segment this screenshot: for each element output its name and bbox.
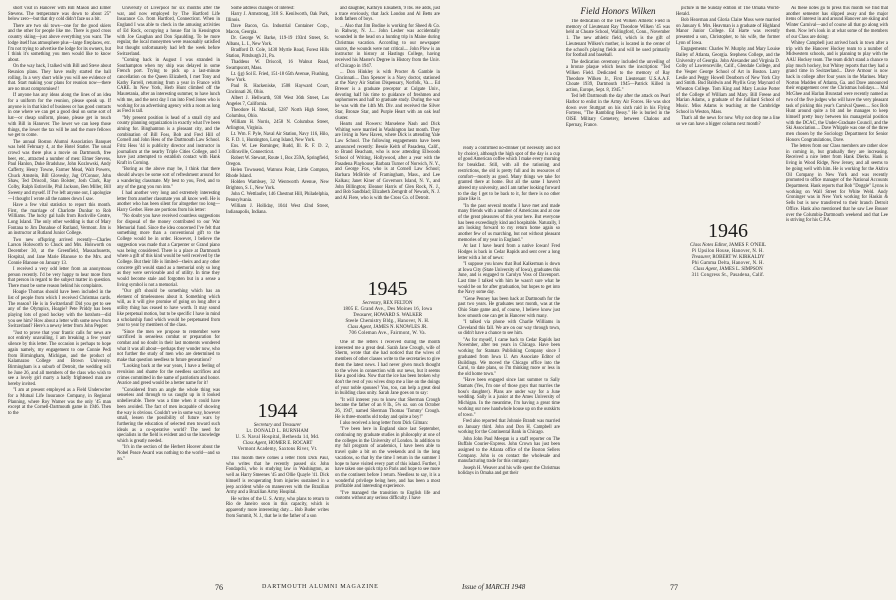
paragraph: On the way back, I talked with Bill and Steve about Reunion plans. They have really started the ball rolling. In a very short while you will see evidence of that. Start making your plans for reunion now—there are no must compromises!! [8,64,111,93]
paragraph: Theodore H. Mackall, 5287 North High Street, Columbus, Ohio. [226,108,329,119]
class-year-heading-1945: 1945 [367,278,408,300]
article-body [566,19,670,151]
paragraph: "Have been engaged since last summer to Sally Stamats (Yes, I'm one of those guys that marries the boss's daughter). Plans are under way for a June wedding. Sally is a junior at the Ames University of Michigan. In the meantime, I'm having a great time working our new handwhole house up on the outskirts of town." [458,378,560,418]
class-1946-notes-name: JAMES F. O'NEIL [728,243,766,248]
paragraph: "Just to prove that your frantic calls for news are not entirely unavailing, I am breaking a few years' silence by this letter. The occasion is perhaps to hope again namely, my engagement to one Connie Pedi from Birmingham, Michigan, and the product of Kalamazoo College and Brown University. Birmingham is a suburb of Detroit, the wedding will be June 26, and all members of the class who wish to see a lovely girl marry a badly frightened man are hereby invited. [8,330,111,388]
paragraph: There are two ski tows—one for the good skiers and the other for people like me. There is good cross country skiing—just above everything you want. The lodge itself has atmosphere plus—large fireplaces, etc. I'm not trying to advertise the lodge for its owners, but I think it's something you men would like to know about. [8,23,111,63]
class-1945-notes-end [676,6,780,218]
paragraph: Hoagie Thomas should have been included in the list of people from which I received Christmas cards. The reason? He is in Switzerland! Did you get to see any of the Olympics, Hoagie? Pete Priddy has been playing lots of good hockey with the hotshots—did you see him? How about a letter with some news from Switzerland? Here's a newsy letter from John Pepper: [8,290,111,330]
paragraph: Lt. Wm. F. Pyle, Naval Air Station, Navy 116, Hilo, R. F. D. 1, Huntington, Long Island, New York. [226,132,329,143]
paragraph: "As for myself, I came back to Cedar Rapids last November, after ten years in Chicago. Have been working for Stamats Publishing Company since I graduated from Iowa U. Am Associate Editor of Buildings. We moved the Chicago office into the Carol, to date plans, so I'm thinking more or less in the old home town." [458,337,560,377]
paragraph: William H. Norris, 2458 N. Columbus Street, Arlington, Virginia. [226,120,329,131]
left-column-4 [335,6,440,584]
paragraph: "I suppose you know that Bud Kalkerman is down at Iowa City (State University of Iowa), graduates this June, and is engaged to Carolyn Voss of Davenport. Last time I talked with him he wasn't sure what he would be on for after graduation, but hopes to get into the Navy some day. [458,261,560,296]
paragraph: and daughter, Kathryn Elisabeth, 9 lbs. He adds, just a trace enviously, that Jack London and Al Betts are both fathers of boys. [335,6,440,23]
paragraph: "Considered from an angle the whole thing was senseless and through to us caught up in it looked unbelievable. There was a time when it could have been avoided. The fact of men incapable of showing the way is obvious. Couldn't we in some way, however small, lessen the possibility of future wars by furthering the education of selected men toward such ideals as a co-operative world? The need for specialists in the field is evident and so the knowledge which is greatly needed. [117,387,220,445]
class-1944-notes [226,456,329,564]
right-page [448,0,896,600]
class-1946-treasurer-address: Phi Gamma Delta, Hanover, N. H. [691,261,765,266]
magazine-masthead: DARTMOUTH ALUMNI MAGAZINE [262,584,379,590]
class-1945-treasurer-role: Treasurer, [353,313,373,318]
paragraph: Have a few vital statistics to report this month. First, the marriage of Charlotte Dunbar to Rob Williams. The lucky gal hails from Rockville Centre, Long Island. The only other wedding is that of Mary Fontana to Jim Donahue of Rutland, Vermont. Jim is an instructor at Rutland Junior College. [8,202,111,237]
paragraph: Fred also reported that Johnnie Brandt was married on January third. John and Don H. Campbell are working for the Continental Bank in Chicago. [458,418,560,436]
paragraph: Whitey Campbell just arrived back in town after a trip with the Hanover Hockey team to a number of Midwestern schools, and is planning to play with the AAU Hockey team. The team didn't stand a chance to play much hockey, but Whitey reports that they had a grand time in Switzerland... Dave Armour is now back in college after four years in the Marines. Mary Norton Madden of Atlanta, Ga. and Dave announced their engagement over the Christmas holidays.... Mal McGhee and Harlan Brunstad were recently named as two of the five judges who will have the very pleasant task of picking this year's Carnival Queen.... Sox Bob Hunt around quite a bit and he manages to keep himself pretty busy between his managerial position with the DCAC, the Under-Graduate Council, and the Ski Association.... Dave Whipple was one of the three men chosen by the Sociology Department for Senior Honors Congratulations, Dave. [786,40,888,143]
paragraph: ... Also that Jim Bodine is working for Sheed & Co. in Rahway, N. J.... John Lesher was accidentally wounded in the head on a hunting trip in Maine during Christmas vacation. According to our newspaper source, the wounds were not critical.... John Plow is an instructor in history at Hastings College, having received his Master's Degree in History from the Univ. of Chicago in 1947. [335,23,440,69]
class-1946-agent-name: JAMES L. SIMPSON [719,267,763,272]
paragraph: One of the letters I received during the month interested me a great deal. Sarah Jane Crough, wife of Sherm, wrote that she had noticed that the wives of members of other classes write to the secretaries to give them the latest news. I had never given much thought to the wives in connection with our news, but it seems like a good idea. Now that the ice has been broken why don't the rest of you wives drop me a line on the doings of your noble spouses? You, too, can help a great deal in building class unity. Sarah Jane goes on to say: [335,340,440,397]
paragraph: I also received a long letter from Dick Gilman: [340,421,428,427]
class-1946-treasurer-name: ROBERT W. KIRKALDY [712,255,765,260]
class-agent-role: Class Agent, [242,441,268,446]
class-1946-agent-address: 311 Congress St., Pasadena, Calif. [691,273,765,278]
paragraph: Some address changes of interest: [231,6,295,11]
paragraph: "Gene Penney has been back at Dartmouth for the past two years. He graduates next month, was at the Ohio State game and, of course, I believe know just how smooth one can get in Hanover with many. [458,296,560,319]
class-1946-notes-address: Pi Upsilon House, Hanover, N. H. [692,249,764,254]
paragraph: The dedication ceremony included the unveiling of a bronze plaque which bears the inscription: "Ted Wilken Field. Dedicated to the memory of Ray Theodore Wilken Jr., First Lieutenant U.S.A.A.F. Choate 1939, Dartmouth 1945—Patrick Killed in action, Europe, Sept. 8, 1945." [566,59,670,94]
class-1946-agent-role: Class Agent, [693,267,719,272]
paragraph: Ens. W. Lee Rominger, Rudd, Ill. R. F. D. 2, Collinsville, Connecticut. [226,144,329,155]
paragraph: ready a confirmed no-drinker (of necessity and not by choice), although the high spot of the day is a cup of good American coffee which I make every morning for breakfast. Still, with all the rationing and restrictions, the old is pretty full and its resources of comfort—mostly as good. Many things we take for granted there at home. But all the same I haven't altered my university, and I am rather looking forward to the day I get to be back to it, for there is no other place like it. [458,146,560,203]
paragraph: "It will interest you to know that Sherman Crough became the father of an 8 lb., 5¾ oz. son on October 26, 1947, named Sherman Thomas 'Tommy' Crough. He is three-months old today and quite a boy!" [335,397,440,420]
paragraph: John John Paul Meegan is a staff reporter on The Buffalo Courier-Express. John Crown has just been assigned to the Atlanta office of the Boston Sellers Company. John is on contact the wholesale and manufacturing trade for this company. [458,436,560,465]
paragraph: Two new offspring arrived recently—Charles Larson Holsworth to Chuck and Mrs. Holsworth on December 30, at the Greenfield, Massachusetts, Hospital, and Jane Marie Blanoue to the Mrs. and Connie Blanoue on January 13. [8,237,111,266]
class-1945-agent-address: 706 Coleman Ave., Fairmont, W. Va. [348,331,427,336]
paragraph: Bradford D. Cole, 1430 Myrtle Road, Forest Hills Station, Pittsburgh 21, Pa. [226,48,329,59]
paragraph: I had another very long and extremely interesting letter from another classmate you all know well. He is another who has been silent for altogether too long—Harry Gerber. Here are portions from his letter: [117,190,220,213]
paragraph: Lt. (jg) Sol E. Fried, 151-18 65th Avenue, Flushing, New York. [226,72,329,83]
paragraph: "In the past several months I have met and made many friends with a number of Americans and at one of the great pleasures of this year here. But everyone has been exceedingly kind and hospitable. Naturally, I am looking forward to my return home again so another few of us marching, but not without pleasant memories of my year in England." [458,203,560,243]
paragraph: "I've managed the transition to English life and customs without any serious difficulty. I have [335,490,440,502]
paragraph: William J. Holliday, 1044 West 42nd Street, Indianapolis, Indiana. [226,204,329,215]
paragraph: Dr. George W. Barke, 119-19 193rd Street, St. Albans, L. I., New York. [226,36,329,47]
paragraph: "Looking back at the war years, I have a feeling of revulsion and shame for the needless sacrifices and crimes committed in the name of patriotism and honor. Avarice and greed would be a better name for it! [117,364,220,387]
paragraph: "Boring as the above may be, I think that there should always be some sort of refreshment around for a wandering classmate. My best to you, Fred, and to any of the gang you run into." [117,167,220,190]
class-1945-officer-name: REX FELTON [383,301,413,306]
paragraph: ... Don Hinkley is with Procter & Gamble in Cincinnati.... Dan Spencer is a Navy doctor, stationed at the Navy Air Station Dispensary, Norfolk, Va.... Ed Brewer is a graduate preceptor at Colgate Univ., devoting half his time to guidance of freshmen and sophomores and half to graduate study. During the war he was with the 14th Mt. Div. and received the Silver Star, Bronze Star, and Purple Heart with an oak leaf cluster. [335,69,440,121]
page-number-right: 77 [670,583,678,592]
paragraph: Ted left Dartmouth the day after the attack on Pearl Harbor to enlist in the Army Air Forces. He was shot down over Stuttgart on his sixth raid in his Flying Fortress, "The Rambling Bessy." He is buried in the OISE Military Cemetery, between Chalons and Epernay, France. [566,94,670,128]
paragraph: The dedication of the Ted Wilken Athletic Field in memory of Lieutenant Ray Theodore Wilken '45 was held at Choate School, Wallingford, Conn., November 1. The new athletic field, which is the gift of Lieutenant Wilken's mother, is located in the center of the school's playing fields and will be used primarily for football and baseball. [566,19,670,59]
paragraph: "I am at present employed as a Field Underwriter for a Mutual Life Insurance Company, in Regional Planning, where Roy Warner was the only '45 man except at the Cornell-Dartmouth game in 1946. Then to the [8,388,111,417]
class-1944-notes-continued [335,6,440,276]
right-column-b-continued [566,146,670,578]
class-1945-treasurer-address: Steele Chemistry Bldg., Hanover, N. H. [345,319,430,324]
paragraph: The annual Boston Alumni Association Banquet was held February 4, at the Hotel Statler. The usual crowd was there plus a movie on Dartmouth, free beer, etc., attracted a number of men: Elmer Stevens, Paul Hanlon, Duke Bradshaw, John Kozlowski, Andy Cafferty, Henry Towne, Farmer Mead, Walt Powers, Chuck Amstein, Bill Glovesky, Jug O'Connor, John Shaw, Ted Driscoll, Stan Bolster, Josh Clark, Ray Colby, Ralph Estinville, Phil Jackson, Ben Miller, Bill Sweeny and myself. If I've left anyone out, I apologize—I thought I wrote all the names down I saw. [8,139,111,202]
class-year-heading-1946: 1946 [708,220,748,242]
paragraph: Helen Townsend, Watrons Point, Little Compton, Rhode Island. [226,168,329,179]
paragraph: John C. Wettlaufer, 146 Chestnut Hill, Philadelphia, Pennsylvania. [226,192,329,203]
address-changes [226,6,329,398]
right-column-a [458,146,560,578]
right-column-d [786,6,888,584]
paragraph: picture in the Sunday edition of The Omaha World-Herald. [676,6,780,17]
class-1945-notes [335,340,440,560]
issue-date: Issue of MARCH 1948 [462,583,526,591]
paragraph: short visit in Hanover with Bill Mason and Elmer Stevens. The temperature was down to about 25° below zero—but that dry cold didn't faze us a bit. [8,6,111,23]
class-1945-treasurer-name: HOWARD S. WALKER [373,313,422,318]
paragraph: "It's in the section of the Herbert Hoover about the Nobel Peace Award was nothing to the world—and so on." [117,445,220,462]
class-1945-officer-role: Secretary, [362,301,383,306]
paragraph: This month there comes a letter from Dick Paul, who writes that he recently passed six John Fondapchi, who is studying law in Washington, as well as Harry Smeenes '45 and Ollie Quayle '41. Dick himself is recuperating from injuries sustained in a jeep accident while on maneuvers with the Brazilian Army and a Brazilian Army Hospital. [226,456,329,496]
paragraph: Holden Wambsey, 32 Wentworth Avenue, New Brighton, S. I., New York. [226,180,329,191]
right-column-c [676,6,780,584]
paragraph: Joseph H. Weaver and his wife spent the Christmas holidays in Omaha and got their [458,465,560,477]
left-column-3 [226,6,329,584]
paragraph: As these notes go to press this month we find that another semester has slipped away and the major items of interest in and around Hanover are skiing and Winter Carnival—and of course all that go along with them. Now let's look in at what some of the members of our Class are doing: [786,6,888,40]
class-1946-treasurer-role: Treasurer, [691,255,712,260]
paragraph: Bob Heavman and Gloria Claire Moss were married on January 6. Mrs. Heavman is a graduate of Highland Manor Junior College. Ed Harte was recently presented a son, Christopher, to his wife, the former Lynn of Iowa. [676,18,780,46]
paragraph: "Our gift should be something which has an element of timelessness about it. Something which will, as it will give promise of going on long after a utility thing has ceased to have worth. It may sound like perpetual motion, but to be specific I have in mind a scholarship fund which would be perpetuated from year to year by members of the class. [117,289,220,329]
class-officer-address: U. S. Naval Hospital, Bethesda 14, Md. [235,435,320,440]
paragraph: "My present position is head of a small city and county planning organization in exactly what I've been aiming for. Binghamton is a pleasant city, and the combination of Bill Foss, Bob and Fred Hill of Cornell and John Hess of the Dartmouth Law School. Fritz Hess '44 is publicity director and instructor in journalism at the nearby Triple Cities College, and I have just attempted to establish contact with Hank Kraft in Corning. [117,115,220,167]
paragraph: Thaddeus W. Driscoll, 16 Walnut Road, Swampscott, Mass. [226,60,329,71]
paragraph: Albert J. Hellwarth, 930 West 36th Street, Los Angeles 7, California. [226,96,329,107]
class-1945-agent-name: JAMES N. KNOWLES JR. [373,325,428,330]
paragraph: At last I have heard from a native Iowan! Fred Hodges is back in Cedar Rapids and sent over a long letter with a lot of news: [458,244,560,261]
class-1946-notes-role: Class Notes Editor, [690,243,728,248]
article-title: Field Honors Wilken [580,6,656,16]
paragraph: If anyone has any ideas along the lines of an idea for a uniform for the reunion, please speak up. If anyone is in that kind of business or has good contacts in one where we can get a good deal on some sort of hat—or cheap uniform, please, please get in touch with Bill in Hanover. The lower we can keep those things, the lower the tax will be and the more fellows we get to come. [8,93,111,139]
class-agent-name: HOMER E. ROCART [268,441,313,446]
class-officer-name: Lt. DONALD L. BURNHAM [246,429,309,434]
class-officer-role: Secretary and Treasurer [253,423,302,428]
paragraph: "Since the men we propose to remember were sacrificed in senseless combat or preparation for combat and no doubt in their last moments wondered what it was all about—perhaps they wonder now, who not further the study of men who are determined to make that question needless to future generations? [117,329,220,364]
paragraph: "I've been here in England since last September, continuing my graduate studies in philosophy at one of the colleges in the University of London. In addition to my full program of academics, I have been able to travel quite a bit on the weekends and in the long vacations, so that by the time I return in the summer I hope to have visited every part of this island. Further, I have taken one quick trip to Paris and hope to see more on the continent before I return. Needless to say, it is a wonderful privilege being here, and has been a most profitable and interesting experience. [335,427,440,490]
class-year-heading-1944: 1944 [257,400,298,422]
paragraph: Paul R. Hackeniske, 1508 Hayward Court, Cincinnati 26, Ohio. [226,84,329,95]
paragraph: Hearts and Flowers: Marselene Nash and Dick Whiting were married in Washington last month. They are living in New Haven, where Dick is attending Yale Law School. The following engagements have been announced recently: Bessie Keith of Pasadena, Calif., to Brand Beacham, who is now attending Ellwoods School of Writing, Hollywood, after a year with the Pasadena Playhouse; Barbara Turner of Norwich, N. Y., and George Fox, who is at Cornell Law School; Barbara McBride of Framingham, Mass., and Lee Kalkau; Janet Kiner of Governors Island, N. Y., and John Billington; Eleanor Harris of Glen Rock, N. J., and Bob Sandblad; Elizabeth Zemgrdt of Newark, N. J. and Al Flere, who is with the Cross Co. of Detroit. [335,121,440,201]
paragraph: Dave Bacon, Ga. Industrial Container Corp., Macon, Georgia. [226,24,329,35]
paragraph: Robert W. Stewart, Route 1, Box 259A, Springfield, Oregon. [226,156,329,167]
paragraph: I received a very odd letter from an anonymous person recently. I'd be very happy to hear more from that person in regard to the subject matter in question. There must be some reason behind his complaints. [8,266,111,289]
paragraph: The letters from our Class members are rather slow in coming in, but gradually they are increasing. Received a nice letter from Hank Dierks. Hank is living in Wood Ridge, New Jersey, and all seems to be going well with him. He is working for the Aktiva Oil Company in New York and was recently promoted to office manager of the National Accounts Department. Hank reports that Bob "Doggie" Lynns is working on Wall Street for White Weld. Andy Groninger was in New York working for Haskin & Sells but is now transferred to their branch Detroit Office. Hank also mentioned that he saw Lee Bouser over the Columbia-Dartmouth weekend and that Lee is striving for his C.P.A. [786,144,888,224]
left-column-1 [8,6,111,584]
paragraph: "Coming back in August I was stranded in Southampton when my ship was delayed in some French port. Trying to pick up a last-minute cancellation on the Queen Elizabeth, I met Tony and Kathy Farrell, returning from a year in France with CARE. In New York, Herb Hunt climbed off the Mauretania, after an interesting summer, to have lunch with me, and the next day I ran into Fred Jones who is working for an advertising agency with a room as long as Fred is tall. [117,57,220,115]
class-agent-address: Vermont Academy, Saxtons River, Vt. [237,447,318,452]
left-column-2 [117,6,220,584]
paragraph: University of Liverpool for six months after the war, and now employed by The Hartford Life Insurance Co. from Hartford, Connecticut. When in England I was able to check in the amusing activities of Ed Rock, occupying a house flat in Kensington with Joe Gaughan and Don Spaulding. To be more regular, the local moneymen were reasonably satisfied but thought unfortunately had left the week before Switzerland. [117,6,220,57]
paragraph: Engagements: Charles W. Murphy and Mary Louise Bailey of Atlanta, Georgia. Stephens College, and the University of Georgia. John Alexander and Virginia D. Colby of Lawrenceville, Calif., Glendale College, and the Vesper George School of Art in Boston. Larry Leslie and Peggy Howell Dearborn of New York City and Smith. Bud Baldwin and Phyllis Gray Maynard of Wheaton College. Tom King and Mary Louise Porter of the College of William and Mary. Bill Freese and Marian Adams, a graduate of the Juilliard School of Music. Miss Adams is teaching at the Cambridge School in Weston, Mass. [676,47,780,115]
paragraph: That's all the news for now. Why not drop me a line so we can have a bigger column next month? [676,116,780,127]
class-1945-officer-address: 1805 E. Grand Ave., Des Moines 16, Iowa [342,307,433,312]
paragraph: He writes of the U. S. Army, who plans to return to Rio de Janeiro soon in this capacity, which is apparently more interesting duty.... Bob Buder writes from Summit, N. J., that he is the father of a son [226,496,329,519]
class-1945-agent-role: Class Agent, [347,325,373,330]
paragraph: "No doubt you have received countless suggestions for disposal of the money contributed to our War Memorial fund. Since the idea concerned I've felt that something more than a conventional gift to the College would be in order. However, I believe the suggestion was made that a Carpenter or Grand piano was being considered. There is a place at Dartmouth where a gift of this kind would be well received by the College. But their life is limited—theirs and any other concrete gift would stand as a memorial only so long as they were serviceable and of utility. In time they would become stale and forgotten but in a sense a living symbol is not a memorial. [117,214,220,288]
page-number-left: 76 [215,583,223,592]
paragraph: "I talked via phone with Charlie Williams in Cleveland this fall. We are on our way through town, so didn't have a chance to see him. [458,320,560,337]
paragraph: Harry J. Armstrong, 318 S. Kenilworth, Oak Park, Illinois. [226,12,329,23]
